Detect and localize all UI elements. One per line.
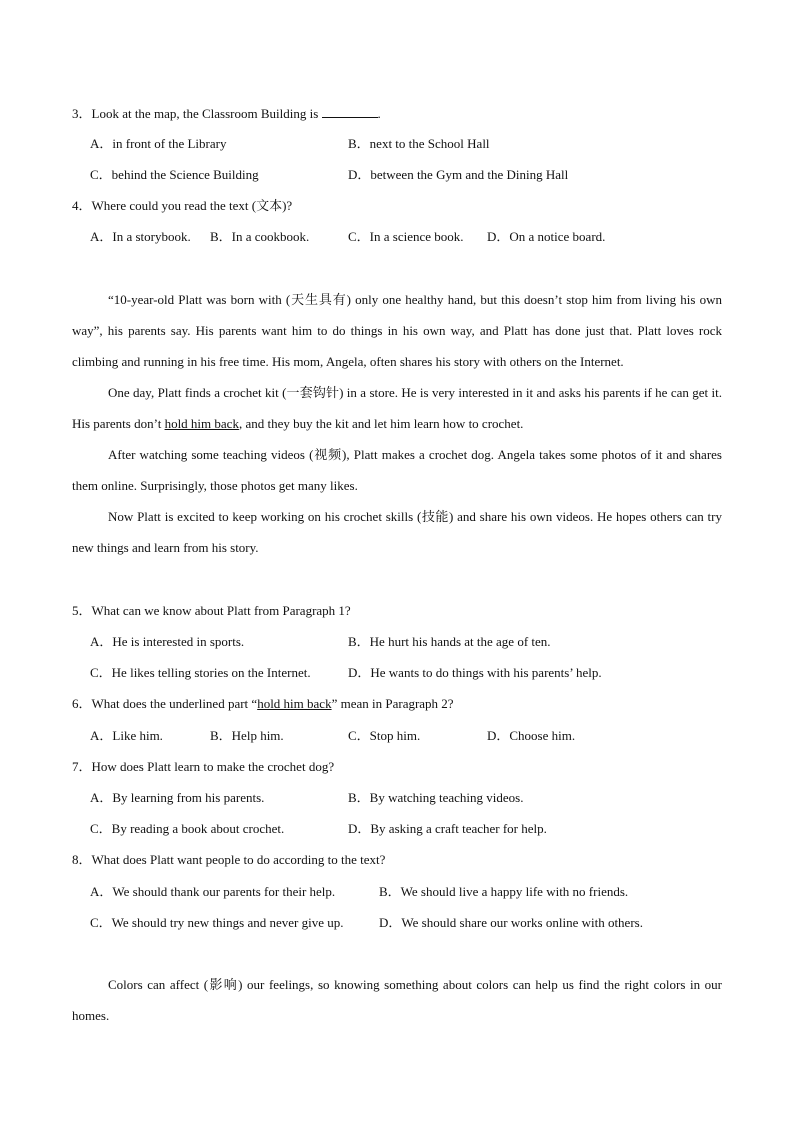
question-6-stem-end: ” mean in Paragraph 2? [331,696,454,711]
question-8-option-c[interactable]: C．We should try new things and never give up. [90,915,344,930]
question-6-option-d[interactable]: D．Choose him. [487,728,576,743]
question-8-stem: 8．What does Platt want people to do according to the text? [72,852,386,867]
question-7-stem: 7．How does Platt learn to make the crochet dog? [72,759,335,774]
question-3-stem [72,104,381,123]
underlined-phrase: hold him back [164,416,239,431]
question-6-option-c[interactable]: C．Stop him. [348,728,421,743]
question-5-option-b[interactable]: B．He hurt his hands at the age of ten. [348,634,551,649]
question-7-option-c[interactable]: C．By reading a book about crochet. [90,821,285,836]
passage-paragraph-2 [72,377,722,439]
question-7-option-a[interactable]: A．By learning from his parents. [90,790,265,805]
question-3-option-c[interactable]: C．behind the Science Building [90,167,259,182]
underlined-phrase: hold him back [257,696,332,711]
question-7-option-b[interactable]: B．By watching teaching videos. [348,790,524,805]
paragraph-2-text-end: , and they buy the kit and let him learn how to crochet. [238,416,524,431]
question-3-option-a[interactable]: A．in front of the Library [90,136,227,151]
question-6-stem [72,695,454,713]
question-7-option-d[interactable]: D．By asking a craft teacher for help. [348,821,547,836]
question-5-option-c[interactable]: C．He likes telling stories on the Internet. [90,665,311,680]
passage-paragraph-4: Now Platt is excited to keep working on his crochet skills (技能) and share his own videos. He hopes others can try new things and learn from his story. [72,509,722,555]
question-4-option-b[interactable]: B．In a cookbook. [210,229,310,244]
question-3-stem-text: 3．Look at the map, the Classroom Building is [72,106,322,121]
question-5-stem: 5．What can we know about Platt from Paragraph 1? [72,603,351,618]
question-6-option-a[interactable]: A．Like him. [90,728,163,743]
passage-paragraph-3: After watching some teaching videos (视频), Platt makes a crochet dog. Angela takes some photos of it and shares them online. Surprisingly, those photos get many likes. [72,447,722,493]
question-6-stem-text: 6．What does the underlined part “ [72,696,258,711]
question-4-option-a[interactable]: A．In a storybook. [90,229,191,244]
question-8-option-a[interactable]: A．We should thank our parents for their help. [90,884,336,899]
question-4-stem: 4．Where could you read the text (文本)? [72,198,293,213]
reading-passage-2 [72,969,722,1031]
passage-paragraph-1: “10-year-old Platt was born with (天生具有) only one healthy hand, but this doesn’t stop him from living his own way”, his parents say. His parents want him to do things in his own way, and Platt has done just that. Platt loves rock climbing and running in his free time. His mom, Angela, often shares his story with others on the Internet. [72,292,722,369]
question-4-option-d[interactable]: D．On a notice board. [487,229,606,244]
question-3-stem-end: . [377,106,381,121]
paragraph-2-text: One day, Platt finds a crochet kit (一套钩针) in a store. He is very interested in it and asks his parents if he can get it. His parents don’t [72,385,722,431]
question-5-option-d[interactable]: D．He wants to do things with his parents’ help. [348,665,602,680]
question-4-option-c[interactable]: C．In a science book. [348,229,464,244]
answer-blank [322,104,378,118]
question-3-option-b[interactable]: B．next to the School Hall [348,136,490,151]
question-5-option-a[interactable]: A．He is interested in sports. [90,634,245,649]
question-8-option-d[interactable]: D．We should share our works online with others. [379,915,643,930]
reading-passage [72,284,722,563]
question-3-option-d[interactable]: D．between the Gym and the Dining Hall [348,167,569,182]
question-8-option-b[interactable]: B．We should live a happy life with no friends. [379,884,629,899]
passage-2-paragraph-1: Colors can affect (影响) our feelings, so knowing something about colors can help us find the right colors in our homes. [72,977,722,1023]
question-6-option-b[interactable]: B．Help him. [210,728,284,743]
